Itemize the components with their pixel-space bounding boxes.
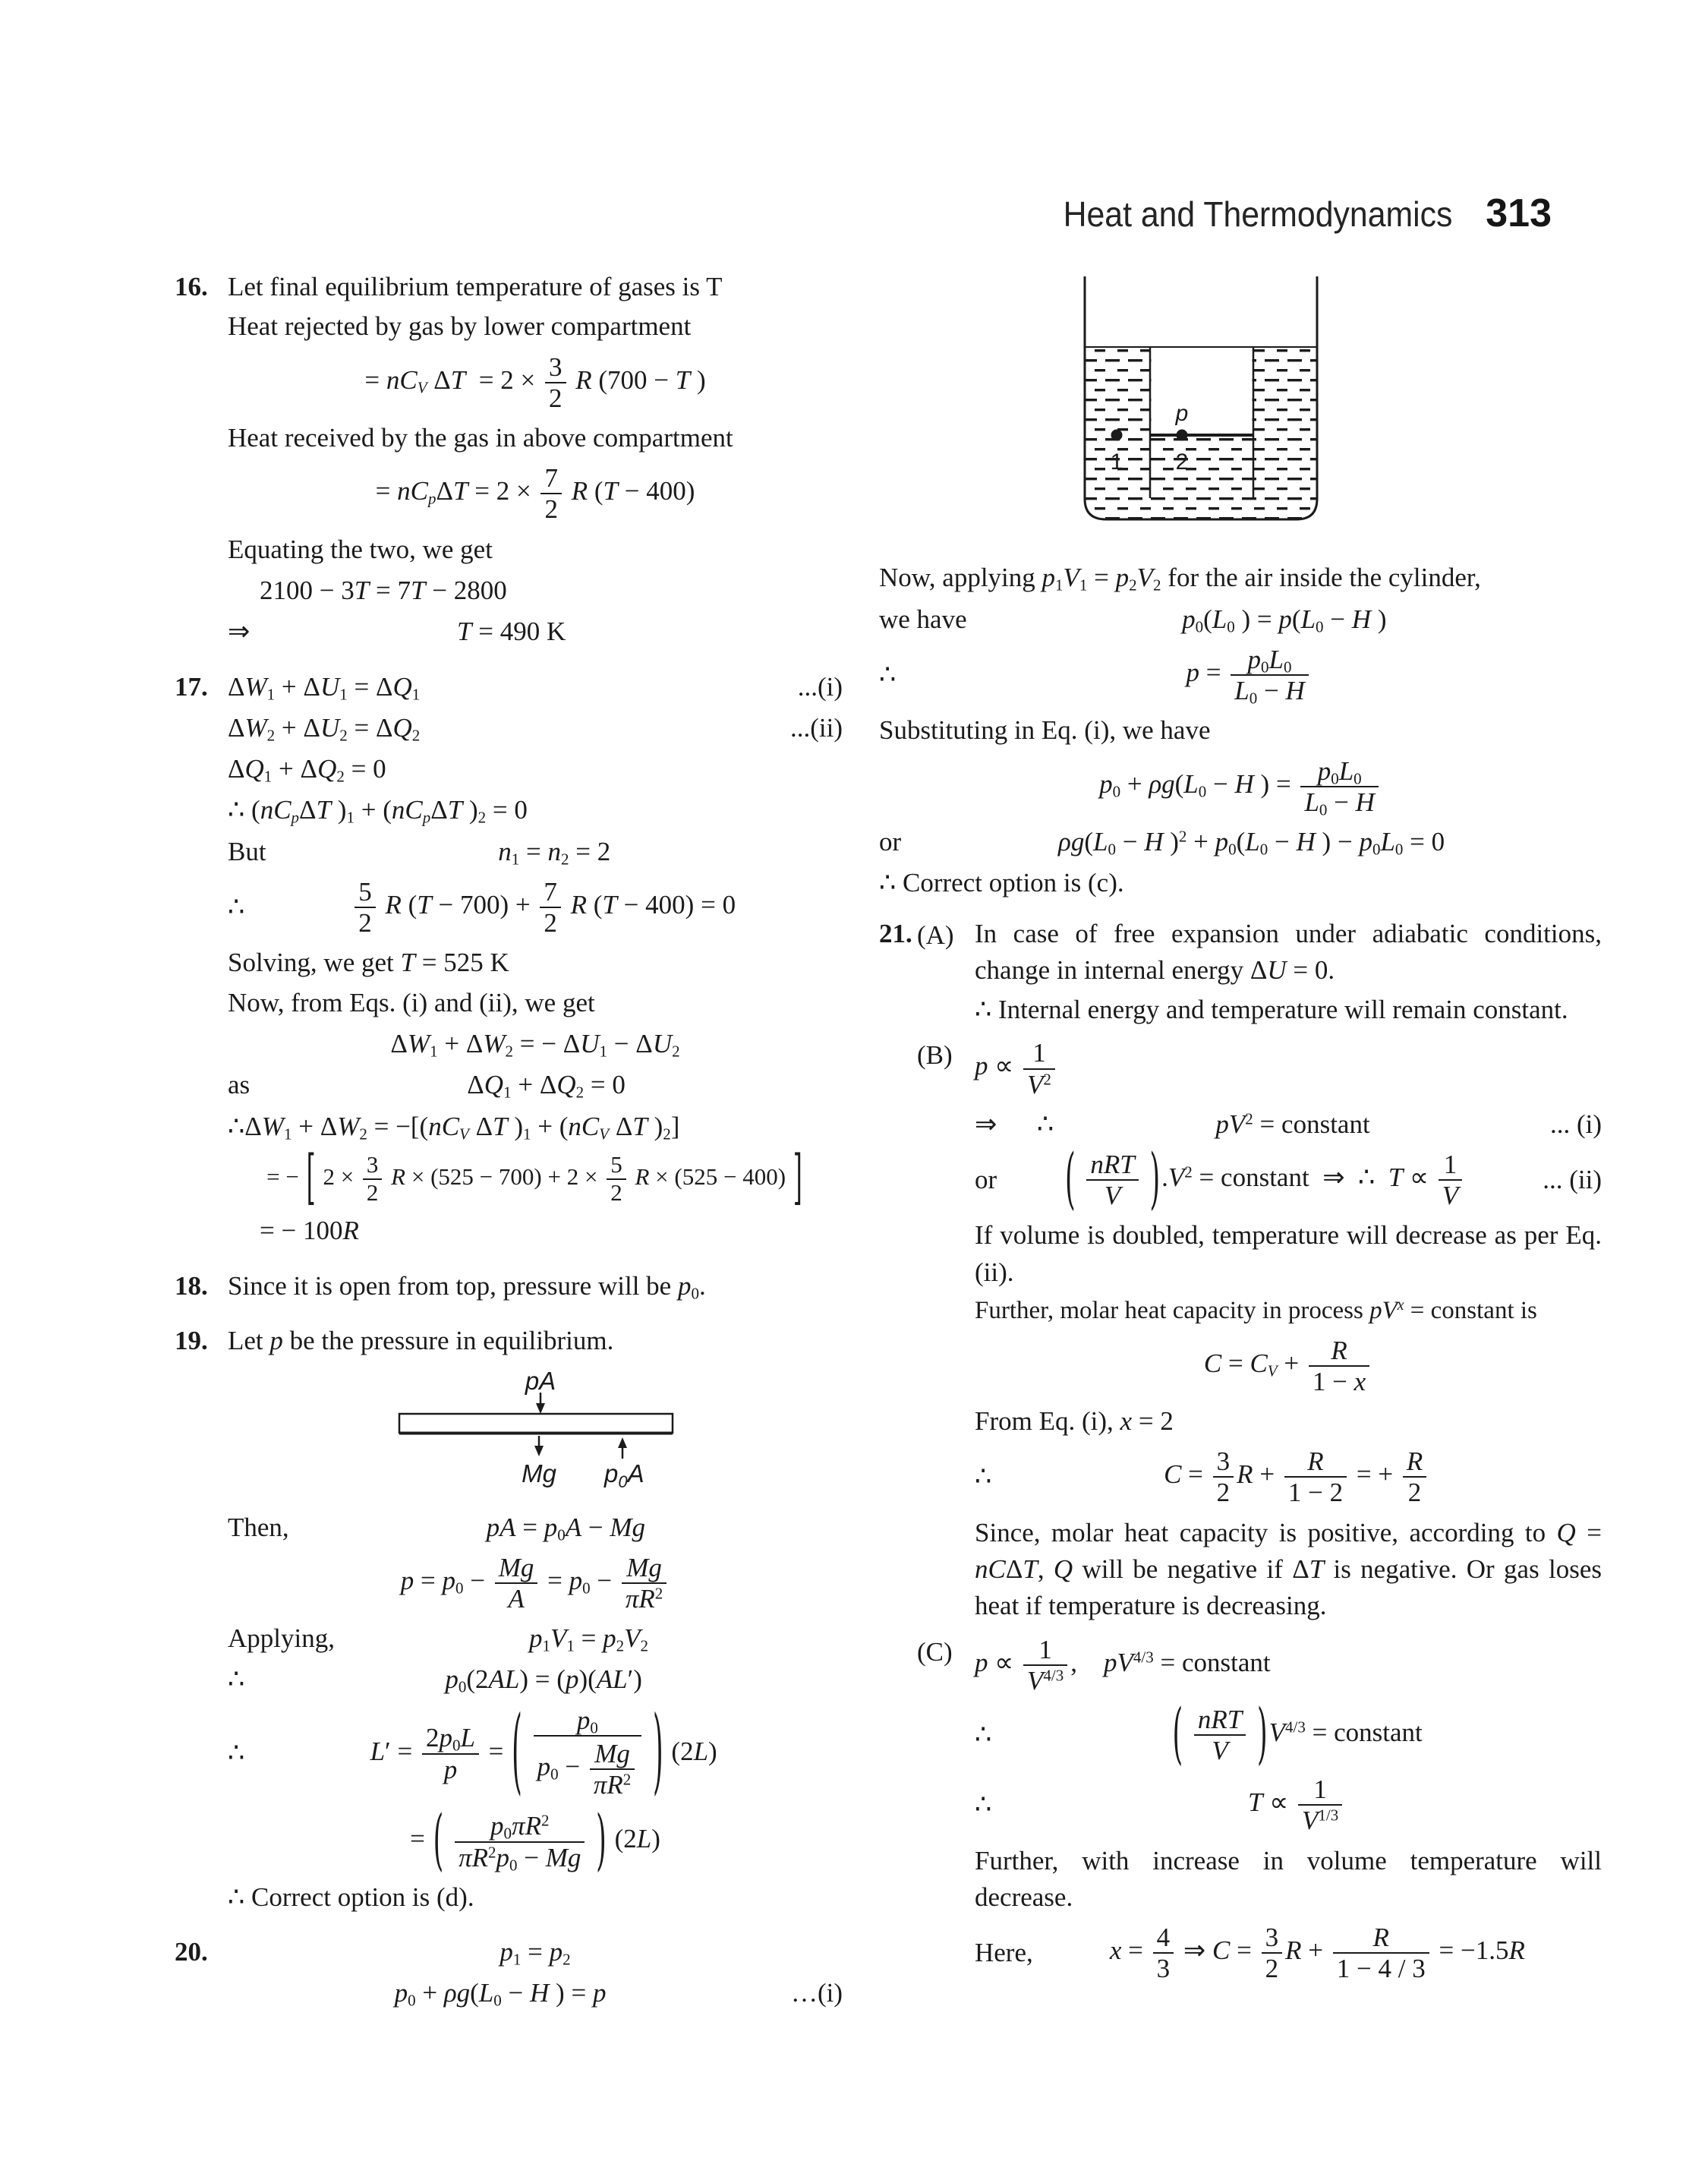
lead-word: Then, — [228, 1512, 289, 1542]
piston-diagram-svg — [372, 1370, 698, 1491]
equation: $pV^2$ = constant — [1215, 1109, 1370, 1139]
problem-number: 18. — [175, 1270, 208, 1301]
equation: = $nC_p\Delta T = 2$ × $\frac{7}{2}$ R (T − 400) — [375, 463, 695, 525]
point-2-dot — [1177, 430, 1188, 441]
equation: $p_0 + \rho g(L_0 - H$ ) = p — [394, 1978, 607, 2010]
lead-word: or — [975, 1165, 997, 1195]
text-line: Now, from Eqs. (i) and (ii), we get — [228, 987, 595, 1017]
text-line: Equating the two, we get — [228, 534, 493, 564]
problem-number: 19. — [175, 1325, 208, 1355]
equation: $\rho g(L_0 - H$ )$^2 + p_0(L_0 - H$ ) − $p_0L_0 = 0$ — [1058, 826, 1445, 859]
text-line: ∴ Correct option is (d). — [228, 1882, 474, 1912]
pressure-label: p — [1175, 401, 1189, 426]
text-line: Heat received by the gas in above compartment — [228, 422, 733, 453]
problem-21 — [879, 916, 1602, 1986]
equation: $\Delta W_1 + \Delta W_2$ = − $\Delta U_1 - \Delta U_2$ — [390, 1028, 680, 1061]
chapter-title: Heat and Thermodynamics — [1063, 194, 1453, 234]
therefore-symbol: ∴ — [879, 659, 897, 689]
equation: = $nC_V$ ΔT = 2 × $\frac{3}{2}$ R (700 − T ) — [364, 352, 706, 413]
arrowhead-pA — [536, 1403, 545, 1414]
part-label: (C) — [917, 1636, 953, 1667]
equation-row — [228, 710, 843, 746]
implies-symbol: ⇒ — [228, 617, 251, 647]
therefore-symbol: ∴ — [228, 892, 245, 923]
problem-19 — [175, 1323, 843, 1916]
equation-row — [228, 1509, 843, 1546]
equation-row — [228, 1700, 843, 1807]
part-B — [917, 1036, 1602, 1624]
equation: ( $\frac{\text{nRT}}{V}$ )$V^{4/3}$ = constant — [1172, 1696, 1423, 1773]
text-line: Let p be the pressure in equilibrium. — [228, 1325, 614, 1355]
arrowhead-p0A — [618, 1437, 627, 1448]
equation: = − [ 2 × $\frac{3}{2}$ R × (525 − 700) + 2 × $\frac{5}{2}$ R × (525 − 400) ] — [266, 1144, 802, 1213]
equation-row — [879, 642, 1602, 708]
page-header — [881, 187, 1552, 241]
equation: $p_1V_1 = p_2V_2$ — [528, 1623, 648, 1655]
equation: ( $\frac{\text{nRT}}{V}$ )$.V^2$ = constant ⇒ ∴ T ∝ $\frac{1}{V}$ — [997, 1147, 1532, 1213]
lead-word: or — [879, 826, 902, 856]
lead-word: we have — [879, 604, 967, 634]
piston-plate — [399, 1414, 673, 1433]
part-C — [917, 1633, 1602, 1986]
equation: $p_0 + \rho g(L_0 - H$ ) = $\frac{p_0L_0}{L_0 - H}$ — [879, 754, 1602, 819]
problem-20 — [175, 1934, 843, 2012]
text-line: Since it is open from top, pressure will be $p_0$. — [228, 1270, 706, 1302]
equation-row — [228, 875, 843, 940]
equation: = − 100R — [260, 1216, 359, 1246]
equation: x = $\frac{4}{3}$ ⇒ C = $\frac{3}{2}$ R + $\frac{R}{1 - 4 / 3}$ = −1.5R — [1109, 1923, 1525, 1984]
text-line: Solving, we get T = 525 K — [228, 948, 509, 978]
text-line: ∴ Internal energy and temperature will remain constant. — [975, 995, 1568, 1025]
problem-16 — [175, 269, 843, 651]
equation: $\Delta W_1 + \Delta U_1 = \Delta Q_1$ — [228, 671, 421, 703]
equation: p ∝ $\frac{1}{V^{4/3}}$ , $pV^{4/3}$ = constant — [975, 1634, 1271, 1696]
equation: $\Delta W_2 + \Delta U_2 = \Delta Q_2$ — [228, 712, 421, 745]
equation-row — [879, 601, 1602, 638]
implies-therefore: ⇒ ∴ — [975, 1109, 1054, 1139]
lead-word: as — [228, 1070, 251, 1100]
text-paragraph: If volume is doubled, temperature will decrease as per Eq. (ii). — [975, 1220, 1602, 1287]
equation: $\frac{5}{2}$ R (T − 700) + $\frac{7}{2}$ R (T − 400) = 0 — [244, 875, 843, 940]
point-2-label: 2 — [1175, 450, 1189, 475]
equation: p ∝ $\frac{1}{V^2}$ — [975, 1036, 1602, 1101]
equation-row — [975, 1772, 1602, 1838]
text-paragraph: Further, with increase in volume temperature will decrease. — [975, 1845, 1602, 1912]
problem-number: 21. — [879, 918, 912, 948]
arrowhead-Mg — [534, 1446, 544, 1456]
equation-row — [228, 614, 843, 650]
text-paragraph: In case of free expansion under adiabatic conditions, change in internal energy ΔU = 0. — [975, 918, 1602, 985]
equation: p = $\frac{p_0L_0}{L_0 - H}$ — [896, 642, 1602, 708]
equation: $p_0(L_0$ ) = $p(L_0 - H$ ) — [1182, 604, 1387, 636]
equation: $\Delta Q_1 + \Delta Q_2 = 0$ — [467, 1070, 626, 1102]
equation: $\Delta Q_1 + \Delta Q_2 = 0$ — [228, 754, 386, 786]
therefore-symbol: ∴ — [228, 1111, 245, 1141]
equation: $C = C_V$ + $\frac{R}{1 - x}$ — [975, 1333, 1602, 1399]
therefore-symbol: ∴ — [975, 1790, 992, 1820]
beaker-diagram-svg — [1082, 276, 1320, 524]
force-label-Mg: Mg — [522, 1459, 556, 1488]
equation: $p_0(2AL) = (p)(AL')$ — [445, 1664, 642, 1696]
equation-row — [879, 824, 1602, 860]
force-label-p0A: $p_0A$ — [604, 1459, 644, 1492]
equation: L′ = $\frac{2p_0L}{p}$ = ( $p_0$ $p_0$ − $\frac{Mg}{\pi R^2}$ ) (2L) — [370, 1700, 717, 1807]
left-column — [175, 266, 843, 2030]
equation-tag: ...(ii) — [789, 712, 843, 743]
problem-17 — [175, 669, 843, 1250]
equation: $n_1 = n_2 = 2$ — [498, 836, 611, 868]
point-1-label: 1 — [1110, 450, 1123, 475]
equation-row — [228, 1975, 843, 2011]
equation: pA = $p_0A - Mg$ — [486, 1512, 646, 1544]
problem-18 — [175, 1268, 843, 1304]
therefore-symbol: ∴ — [228, 1738, 245, 1768]
right-column — [879, 270, 1602, 2005]
equation: T = 490 K — [457, 617, 566, 647]
equation: $\Delta W_1 + \Delta W_2 = -[(nC_V$ ΔT )$_1 + (nC_V$ ΔT )$_2$] — [244, 1111, 680, 1143]
equation-row — [228, 669, 843, 705]
force-label-pA: pA — [525, 1370, 556, 1396]
text-line: From Eq. (i), x = 2 — [975, 1405, 1174, 1436]
part-label: (B) — [917, 1040, 953, 1071]
equation-tag: ... (ii) — [1543, 1165, 1602, 1195]
equation-tag: ... (i) — [1549, 1109, 1602, 1139]
problem-number: 16. — [175, 272, 208, 301]
page-number: 313 — [1486, 191, 1552, 235]
text-line: Now, applying $p_1V_1 = p_2V_2$ for the air inside the cylinder, — [879, 563, 1481, 595]
equation: = ( $\frac{p_0\pi R^2}{\pi R^2p_0 - Mg}$ ) (2L) — [410, 1803, 660, 1880]
part-label: (A) — [917, 920, 954, 950]
equation: T ∝ $\frac{1}{V^{1/3}}$ — [991, 1772, 1602, 1838]
equation-row — [228, 834, 843, 870]
therefore-symbol: ∴ — [975, 1719, 992, 1749]
equation-row — [975, 1444, 1602, 1509]
problem-number: 17. — [175, 671, 208, 702]
air-column — [1152, 348, 1253, 435]
equation-tag: …(i) — [790, 1978, 843, 2008]
text-paragraph: Since, molar heat capacity is positive, according to Q = nCΔT, Q will be negative if ΔT is negative. Or gas loses heat if temperature is decreasing. — [975, 1517, 1602, 1621]
equation-row — [228, 1620, 843, 1657]
text-line: Let final equilibrium temperature of gases is T — [228, 272, 723, 301]
point-1-dot — [1111, 430, 1123, 441]
therefore-symbol: ∴ — [975, 1462, 992, 1492]
equation: 2100 − 3T = 7T − 2800 — [260, 575, 507, 605]
lead-word: But — [228, 836, 266, 866]
text-line: Substituting in Eq. (i), we have — [879, 715, 1211, 746]
lead-word: Here, — [975, 1938, 1033, 1968]
equation-row — [975, 1696, 1602, 1773]
text-line: Heat rejected by gas by lower compartment — [228, 311, 692, 342]
part-A — [917, 916, 1602, 1029]
text-line: ∴ Correct option is (c). — [879, 868, 1124, 898]
equation: $p_1 = p_2$ — [499, 1937, 571, 1969]
equation-row — [228, 1661, 843, 1698]
equation-row — [975, 1141, 1602, 1218]
equation-row — [975, 1920, 1602, 1986]
text-paragraph: Further, molar heat capacity in process $pV^x$ = constant is — [975, 1297, 1537, 1325]
equation-row — [228, 1067, 843, 1103]
equation-row — [228, 1109, 843, 1145]
equation: ∴ ($nC_p\Delta T$ )$_1 + (nC_p\Delta T$ )$_2 = 0$ — [228, 795, 528, 827]
equation: $p = p_0$ − $\frac{Mg}{A}$ = $p_0$ − $\frac{Mg}{\pi R^2}$ — [228, 1550, 843, 1616]
problem-number: 20. — [175, 1937, 208, 1967]
piston-force-diagram — [372, 1370, 843, 1501]
therefore-symbol: ∴ — [228, 1664, 245, 1695]
equation-tag: ...(i) — [797, 671, 843, 702]
equation: C = $\frac{3}{2}$ R + $\frac{R}{1 - 2}$ = + $\frac{R}{2}$ — [991, 1444, 1602, 1509]
lead-word: Applying, — [228, 1623, 335, 1654]
beaker-cylinder-diagram — [1082, 276, 1602, 534]
